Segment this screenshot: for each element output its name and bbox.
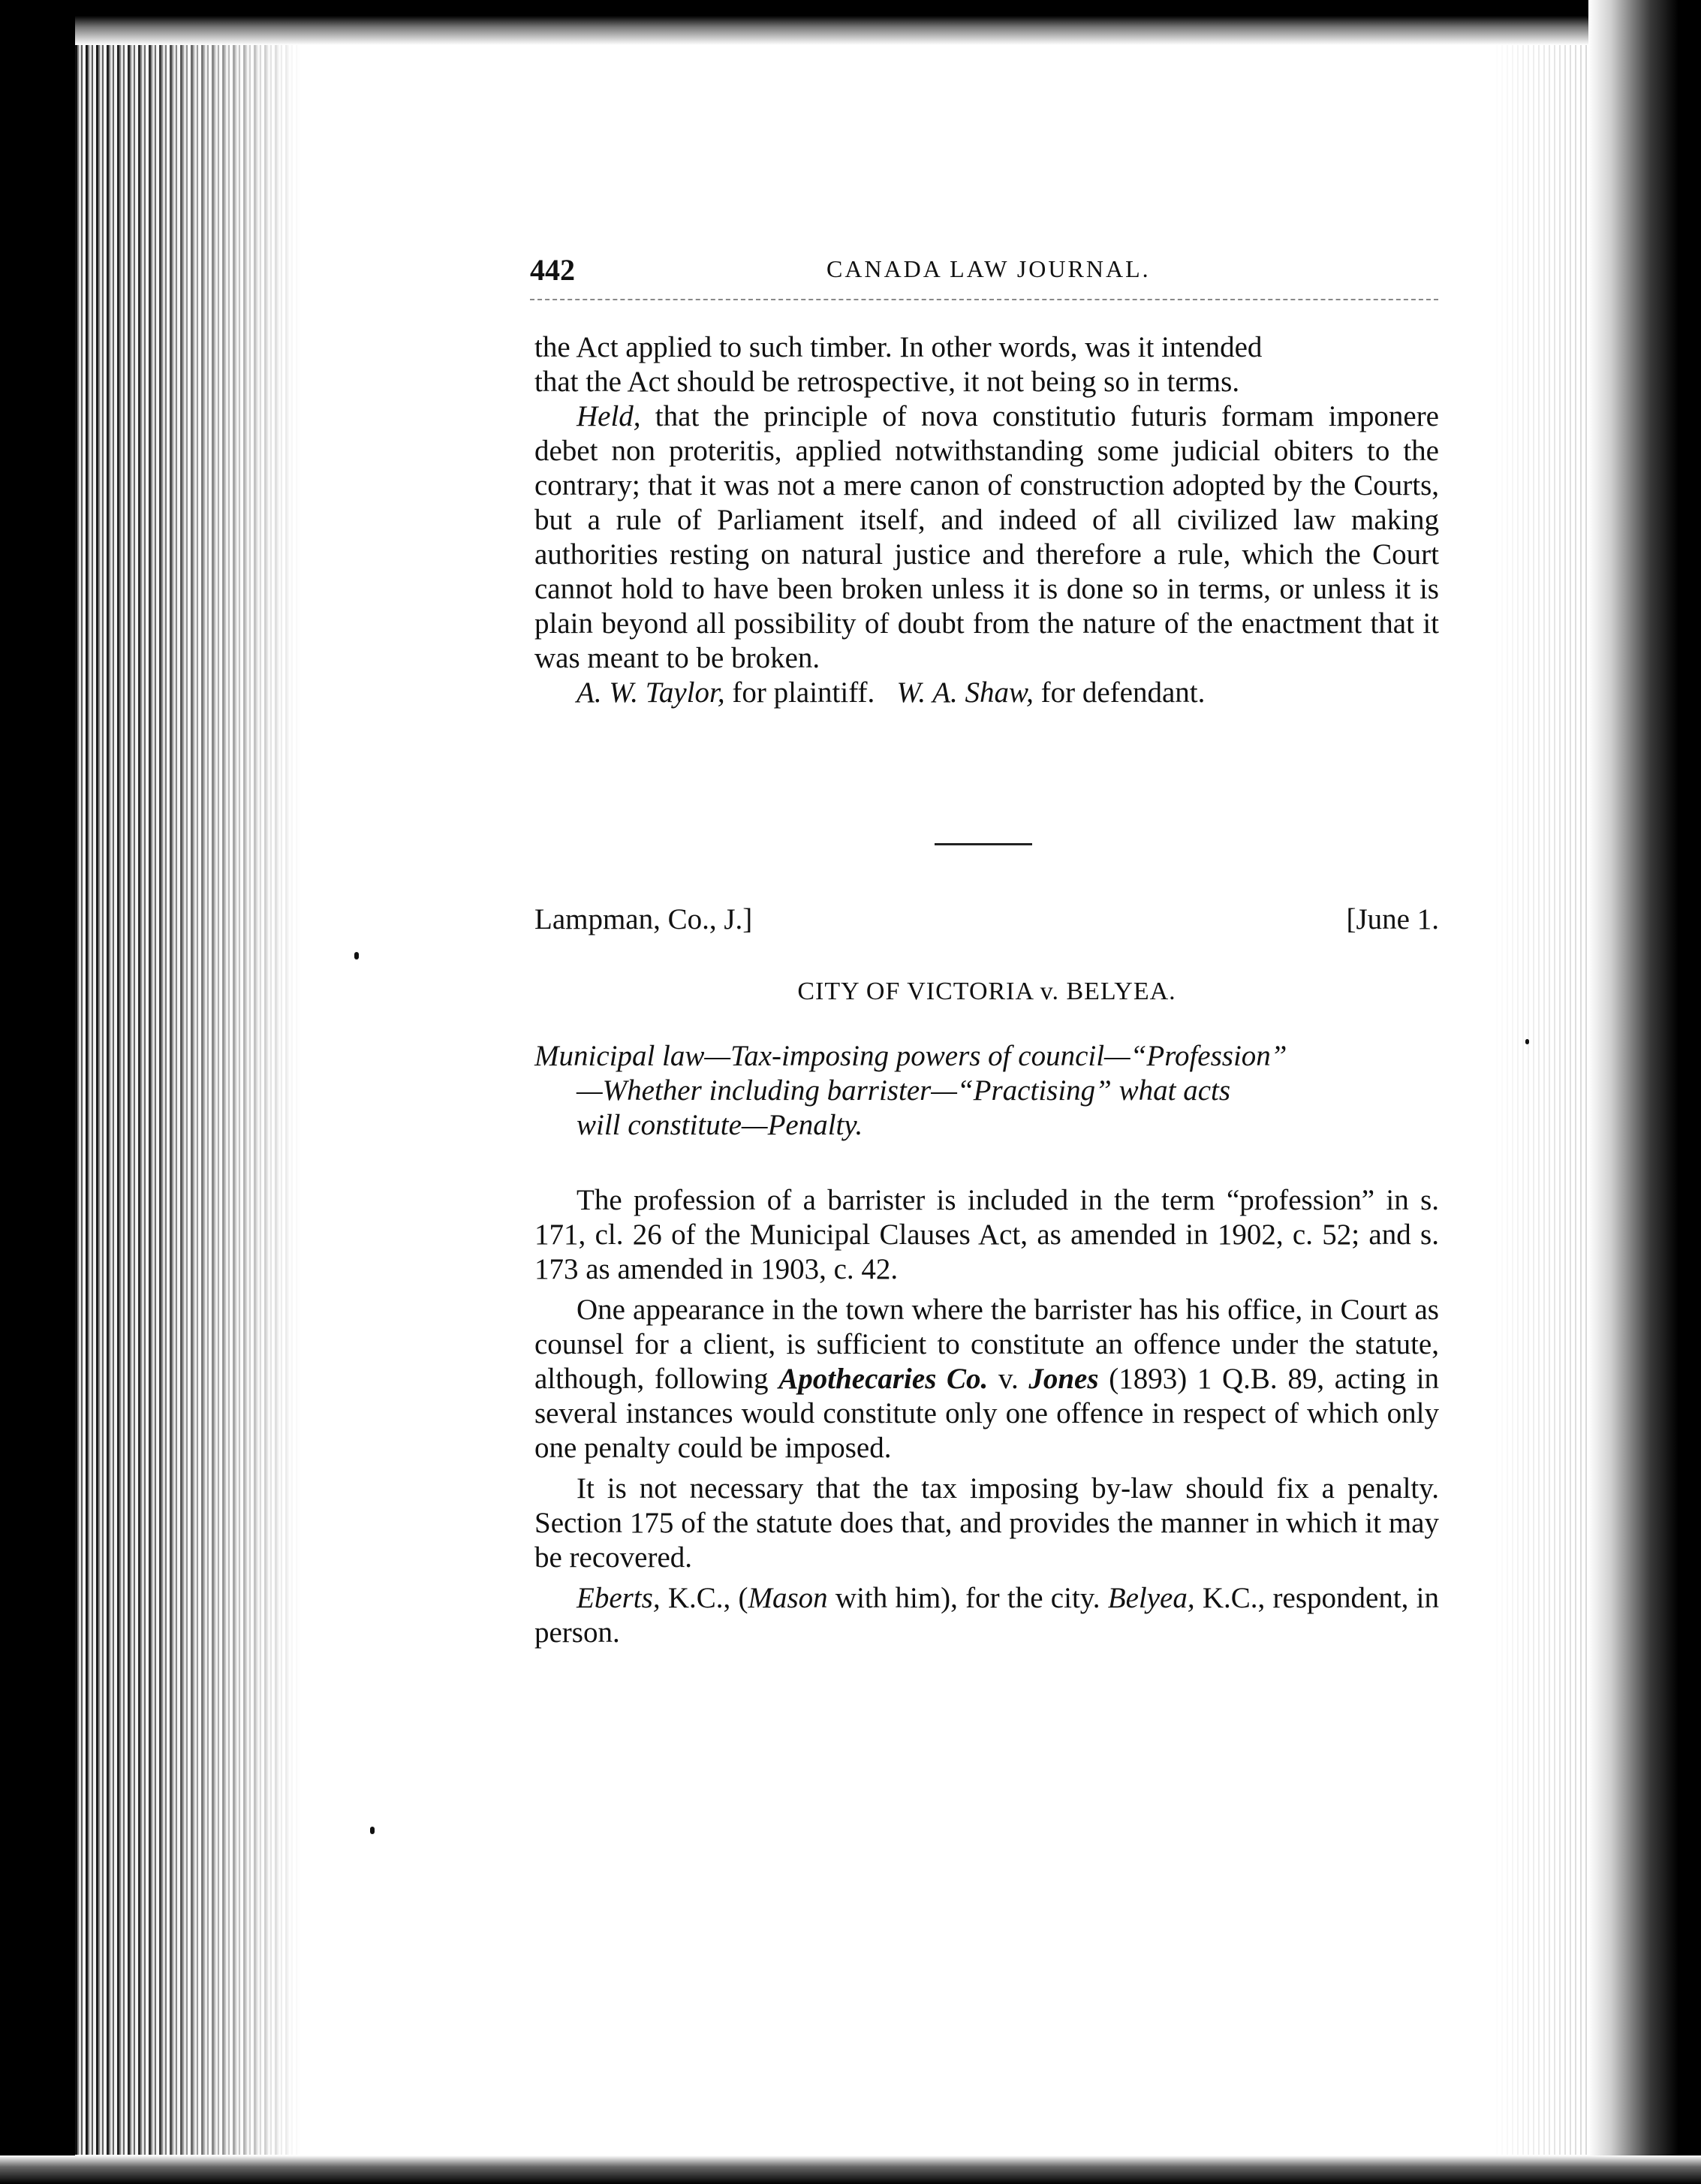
counsel-eberts: Eberts,	[577, 1582, 661, 1614]
paragraph-2-text-a: One appearance in the town where the barrister has his office, in Court as counsel for a client, is sufficient to constitute an offence under the statute, although, following	[534, 1294, 1439, 1395]
scan-speck	[370, 1827, 375, 1834]
case-citation-apothecaries: Apothecaries Co.	[778, 1363, 989, 1395]
case-title: CITY OF VICTORIA v. BELYEA.	[797, 978, 1176, 1005]
case-citation-jones: Jones	[1028, 1363, 1099, 1395]
held-label: Held,	[577, 400, 641, 432]
paragraph-2-text-c: (1893) 1 Q.B. 89, acting in several instances would constitute only one offence in respect of which only one penalty could be imposed.	[534, 1363, 1440, 1464]
counsel-plaintiff-role: for plaintiff.	[724, 676, 875, 709]
headnote-line-3: will constitute—Penalty.	[577, 1109, 863, 1141]
counsel-text: K.C., (	[660, 1582, 748, 1614]
held-text: that the principle of nova constitutio futuris formam imponere debet non proteritis, applied notwithstanding some judicial obiters to the contrary; that it was not a mere canon of construction adopted by the Courts, but a rule of Parliament itself, and indeed of all civilized law making authorities resting on natural justice and therefore a rule, which the Court cannot hold to have been broken unless it is done so in terms, or unless it is plain beyond all possibility of doubt from the nature of the enactment that it was meant to be broken.	[534, 400, 1439, 674]
counsel-defendant-name: W. A. Shaw,	[896, 676, 1034, 709]
counsel-belyea: Belyea,	[1107, 1582, 1195, 1614]
running-head: CANADA LAW JOURNAL.	[826, 255, 1151, 282]
counsel-paragraph	[534, 1581, 1439, 1650]
page-number: 442	[530, 253, 575, 287]
scan-border-top	[0, 0, 1701, 45]
paragraph-1: The profession of a barrister is included in the term “profession” in s. 171, cl. 26 of the Municipal Clauses Act, as amended in 1902, c. 52; and s. 173 as amended in 1903, c. 42.	[534, 1184, 1439, 1285]
page-header	[530, 252, 1438, 290]
text-line-1: the Act applied to such timber. In other words, was it intended	[534, 331, 1263, 363]
counsel-mason: Mason	[748, 1582, 828, 1614]
headnote-line-1: Municipal law—Tax-imposing powers of council—“Profession”	[534, 1040, 1287, 1072]
page-shadow-right	[1491, 45, 1588, 2155]
book-page-edges	[75, 45, 300, 2155]
judge-name: Lampman, Co., J.]	[534, 903, 753, 935]
scan-border-bottom	[0, 2155, 1701, 2184]
counsel-text: with him), for the city.	[827, 1582, 1108, 1614]
counsel-plaintiff-name: A. W. Taylor,	[577, 676, 725, 709]
headnote-line-2: —Whether including barrister—“Practising” what acts	[577, 1074, 1231, 1107]
paragraph-2-text-b: v.	[988, 1363, 1029, 1395]
text-line	[534, 365, 1439, 399]
counsel-defendant-role: for defendant.	[1033, 676, 1206, 709]
text-line-2: that the Act should be retrospective, it not being so in terms.	[534, 366, 1240, 398]
held-paragraph	[534, 399, 1439, 676]
scan-border-left	[0, 0, 75, 2184]
text-line	[534, 330, 1439, 365]
section-separator	[935, 843, 1032, 845]
counsel-text: K.C., respondent, in person.	[534, 1582, 1440, 1649]
previous-case-text	[534, 330, 1439, 710]
counsel-line	[534, 676, 1439, 710]
paragraph-2	[534, 1293, 1439, 1466]
header-rule	[530, 299, 1438, 300]
scan-speck	[1525, 1039, 1529, 1044]
scan-speck	[354, 952, 359, 959]
paragraph-3: It is not necessary that the tax imposing by-law should fix a penalty. Section 175 of the statute does that, and provides the manner in which it may be recovered.	[534, 1472, 1439, 1574]
case-body	[534, 1183, 1439, 1650]
decision-date: [June 1.	[1346, 903, 1439, 935]
headnote	[534, 1039, 1439, 1143]
scan-border-right	[1588, 0, 1701, 2184]
